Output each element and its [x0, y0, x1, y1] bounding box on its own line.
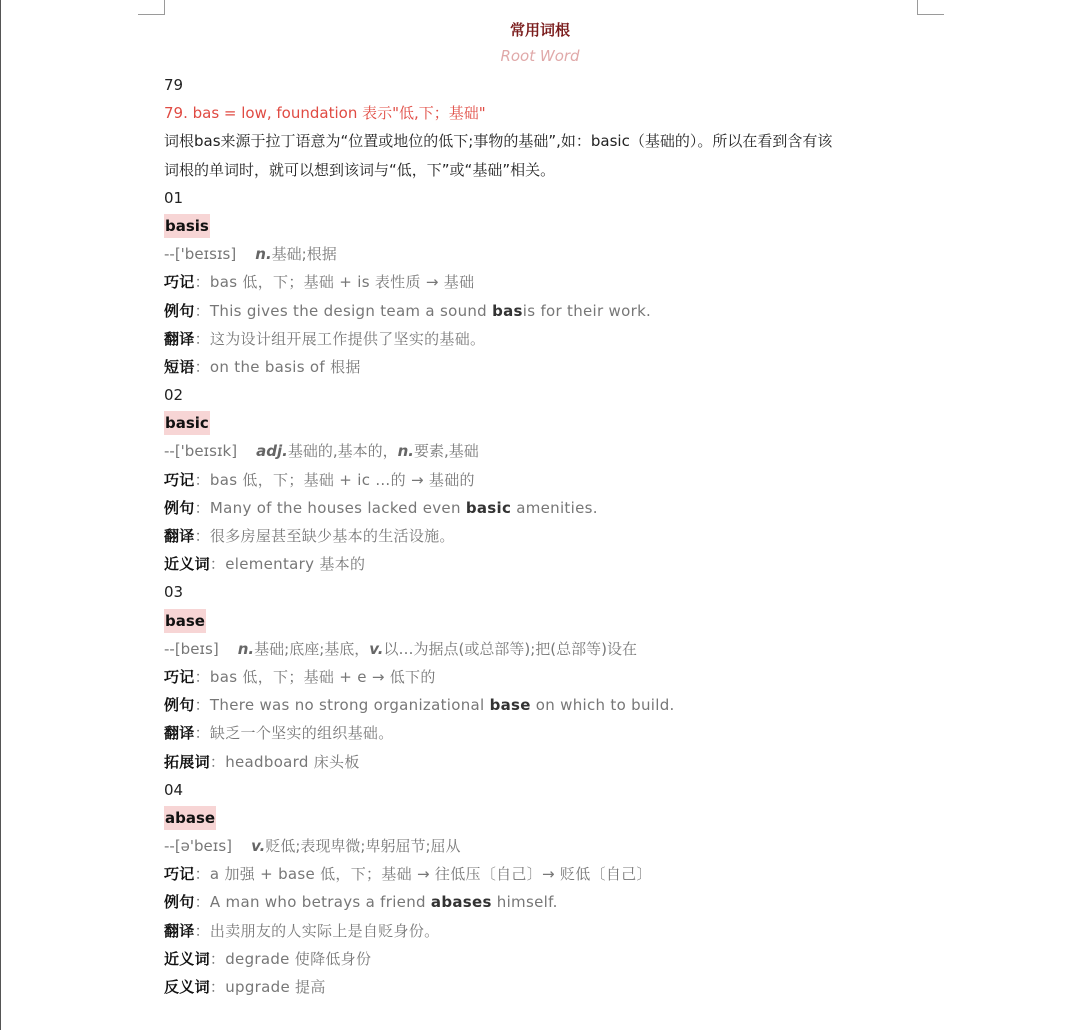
- synonym-row: [164, 550, 924, 578]
- translation-label: 翻译: [164, 527, 195, 545]
- part-of-speech: n.: [397, 442, 415, 461]
- colon: ：: [194, 921, 210, 940]
- page-corner-right: [917, 0, 944, 15]
- example-label: 例句: [164, 696, 195, 715]
- entry-headword-row: [164, 607, 924, 635]
- entry-index: 04: [164, 780, 184, 799]
- entry-phonetic-row: [164, 437, 924, 465]
- example-label: 例句: [164, 498, 195, 517]
- memo-label: 巧记: [164, 865, 195, 884]
- memo-row: [164, 466, 924, 494]
- translation-label: 翻译: [164, 921, 195, 940]
- example-text: himself.: [491, 893, 558, 912]
- entry-word: base: [164, 609, 206, 633]
- entry-headword-row: [164, 212, 924, 240]
- phonetic: --['beɪsɪk]: [164, 442, 238, 461]
- example-text: Many of the houses lacked even: [209, 498, 466, 517]
- colon: ：: [194, 724, 210, 743]
- colon: ：: [194, 498, 210, 517]
- example-text: amenities.: [511, 498, 598, 517]
- translation-text: 这为设计组开展工作提供了坚实的基础。: [209, 329, 486, 348]
- antonym-text: upgrade 提高: [225, 978, 326, 996]
- example-row: [164, 691, 924, 719]
- colon: ：: [194, 301, 210, 320]
- phrase-label: 短语: [164, 357, 195, 376]
- phonetic: --[beɪs]: [164, 639, 219, 658]
- part-of-speech: v.: [251, 837, 266, 856]
- colon: ：: [209, 555, 226, 574]
- phonetic: --['beɪsɪs]: [164, 245, 237, 264]
- colon: ：: [194, 470, 210, 489]
- memo-label: 巧记: [164, 273, 195, 292]
- meaning: 基础;根据: [271, 245, 337, 264]
- extension-label: 拓展词: [164, 752, 210, 771]
- memo-label: 巧记: [164, 667, 195, 686]
- colon: ：: [194, 865, 210, 884]
- entry-headword-row: [164, 804, 924, 832]
- intro-line-2: 词根的单词时，就可以想到该词与“低，下”或“基础”相关。: [164, 160, 556, 179]
- memo-text: bas 低，下；基础 + e → 低下的: [209, 667, 436, 686]
- synonym-label: 近义词: [164, 949, 210, 968]
- phrase-row: [164, 353, 924, 381]
- meaning: 基础的,基本的，: [287, 442, 398, 461]
- entry-phonetic-row: [164, 240, 924, 268]
- example-text: There was no strong organizational: [209, 696, 490, 715]
- synonym-row: [164, 945, 924, 973]
- example-highlight: basic: [465, 498, 512, 517]
- example-highlight: bas: [492, 301, 523, 320]
- colon: ：: [209, 752, 226, 771]
- page-corner-left: [138, 0, 165, 15]
- colon: ：: [194, 273, 210, 292]
- memo-text: a 加强 + base 低，下；基础 → 往低压〔自己〕→ 贬低〔自己〕: [209, 865, 652, 884]
- example-row: [164, 494, 924, 522]
- meaning: 以…为据点(或总部等);把(总部等)设在: [383, 639, 637, 658]
- example-label: 例句: [164, 893, 195, 912]
- phrase-text: on the basis of 根据: [209, 357, 361, 376]
- extension-text: headboard 床头板: [225, 752, 360, 771]
- memo-row: [164, 663, 924, 691]
- translation-row: [164, 325, 924, 353]
- translation-row: [164, 719, 924, 747]
- entry-word: abase: [164, 806, 216, 830]
- colon: ：: [194, 893, 210, 912]
- translation-row: [164, 522, 924, 550]
- entry-index: 02: [164, 386, 184, 405]
- memo-row: [164, 268, 924, 296]
- synonym-label: 近义词: [164, 555, 210, 574]
- colon: ：: [194, 696, 210, 715]
- meaning: 要素,基础: [414, 442, 479, 461]
- colon: ：: [194, 527, 210, 545]
- example-highlight: base: [489, 696, 531, 715]
- entry-index: 01: [164, 188, 184, 207]
- intro-line-1: 词根bas来源于拉丁语意为“位置或地位的低下;事物的基础”,如：basic（基础的）。所以在看到含有该: [164, 132, 833, 151]
- extension-row: [164, 748, 924, 776]
- colon: ：: [194, 357, 210, 376]
- part-of-speech: v.: [369, 639, 384, 658]
- part-of-speech: n.: [255, 245, 272, 264]
- colon: ：: [194, 329, 210, 348]
- entry-headword-row: [164, 409, 924, 437]
- translation-text: 缺乏一个坚实的组织基础。: [209, 724, 394, 743]
- part-of-speech: adj.: [256, 442, 288, 461]
- memo-row: [164, 860, 924, 888]
- synonym-text: elementary 基本的: [225, 555, 366, 574]
- example-label: 例句: [164, 301, 195, 320]
- memo-text: bas 低，下；基础 + is 表性质 → 基础: [209, 273, 475, 292]
- antonym-label: 反义词: [164, 978, 210, 996]
- translation-text: 很多房屋甚至缺少基本的生活设施。: [209, 527, 455, 545]
- entry-index: 03: [164, 583, 184, 602]
- translation-label: 翻译: [164, 329, 195, 348]
- header-subtitle: Root Word: [500, 47, 580, 65]
- translation-text: 出卖朋友的人实际上是自贬身份。: [209, 921, 440, 940]
- example-text: for their work.: [535, 301, 652, 320]
- document-body: [164, 71, 924, 1001]
- memo-text: bas 低，下；基础 + ic …的 → 基础的: [209, 470, 475, 489]
- phonetic: --[ə'beɪs]: [164, 837, 233, 856]
- colon: ：: [209, 978, 226, 996]
- translation-row: [164, 917, 924, 945]
- meaning: 贬低;表现卑微;卑躬屈节;屈从: [265, 837, 461, 856]
- section-title: 79. bas = low, foundation 表示"低,下；基础": [164, 104, 486, 123]
- translation-label: 翻译: [164, 724, 195, 743]
- example-text: on which to build.: [530, 696, 675, 715]
- example-text: is: [522, 301, 536, 320]
- antonym-row: [164, 973, 924, 1001]
- part-of-speech: n.: [237, 639, 255, 658]
- section-number: 79: [164, 76, 184, 94]
- example-row: [164, 888, 924, 916]
- synonym-text: degrade 使降低身份: [225, 949, 372, 968]
- example-text: This gives the design team a sound: [209, 301, 493, 320]
- example-highlight: abases: [430, 893, 492, 912]
- left-border: [0, 0, 1, 1030]
- colon: ：: [209, 949, 226, 968]
- entry-word: basic: [164, 411, 210, 435]
- entry-word: basis: [164, 214, 210, 238]
- meaning: 基础;底座;基底，: [254, 639, 370, 658]
- entry-phonetic-row: [164, 832, 924, 860]
- colon: ：: [194, 667, 210, 686]
- example-text: A man who betrays a friend: [209, 893, 431, 912]
- memo-label: 巧记: [164, 470, 195, 489]
- header-title: 常用词根: [509, 21, 570, 39]
- entry-phonetic-row: [164, 635, 924, 663]
- example-row: [164, 297, 924, 325]
